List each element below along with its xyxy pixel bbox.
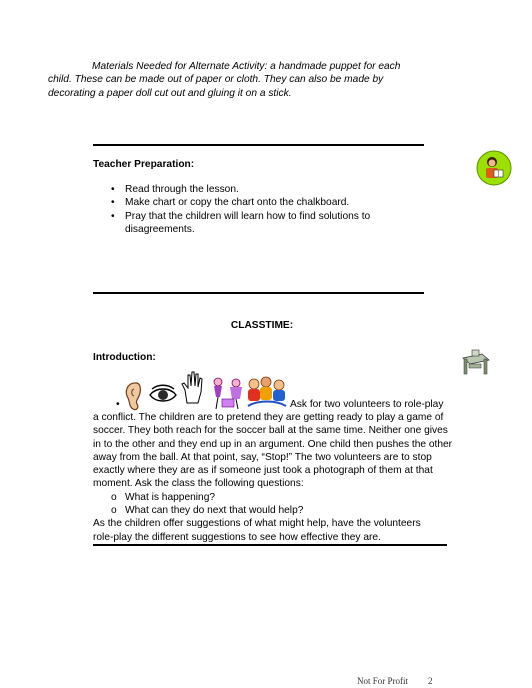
hand-icon (180, 370, 206, 404)
intro-line: exactly where they are as if someone just took a photograph of them at that (93, 465, 433, 477)
materials-line: child. These can be made out of paper or cloth. They can also be made by (48, 74, 384, 86)
intro-line: role-play the different suggestions to see how effective they are. (93, 531, 381, 543)
materials-line: decorating a paper doll cut out and gluing it on a stick. (48, 87, 292, 99)
footer-label: Not For Profit (357, 676, 409, 686)
children-group-icon (246, 376, 288, 410)
teacher-prep-list (111, 183, 445, 236)
list-item: • Make chart or copy the chart onto the chalkboard. (111, 197, 350, 209)
stick-puppets-icon (208, 375, 248, 411)
intro-line: moment. Ask the class the following questions: (93, 478, 304, 490)
materials-line: Materials Needed for Alternate Activity: a handmade puppet for each (92, 61, 401, 72)
materials-paragraph (48, 60, 488, 100)
divider (93, 544, 447, 546)
eye-icon (148, 384, 178, 406)
classtime-heading: CLASSTIME: (230, 320, 294, 331)
intro-line: soccer. They both reach for the soccer ball at the same time. Neither one gives (93, 425, 448, 437)
reading-child-icon (476, 150, 512, 186)
list-item: • Pray that the children will learn how to find solutions to disagreements. (111, 210, 371, 235)
teacher-prep-heading: Teacher Preparation: (93, 159, 195, 170)
divider (93, 144, 424, 146)
intro-line: away from the ball. At that point, say, “Stop!” The two volunteers are to stop (93, 451, 432, 463)
classroom-desk-icon (460, 348, 492, 378)
introduction-heading: Introduction: (93, 352, 156, 363)
ear-icon (122, 380, 144, 412)
intro-bullet: • (116, 399, 120, 410)
page-number: 2 (428, 676, 433, 686)
divider (93, 292, 424, 294)
question-item: o What can they do next that would help? (111, 505, 304, 517)
list-item: • Read through the lesson. (111, 184, 239, 195)
intro-paragraph (93, 411, 453, 544)
question-item: o What is happening? (111, 491, 216, 503)
intro-line: As the children offer suggestions of what might help, have the volunteers (93, 518, 421, 530)
intro-line: a conflict. The children are to pretend they are getting ready to play a game of (93, 412, 444, 423)
intro-first-line: Ask for two volunteers to role-play (290, 399, 444, 410)
intro-line: in to the other and they end up in an argument. One child then pushes the other (93, 438, 453, 450)
